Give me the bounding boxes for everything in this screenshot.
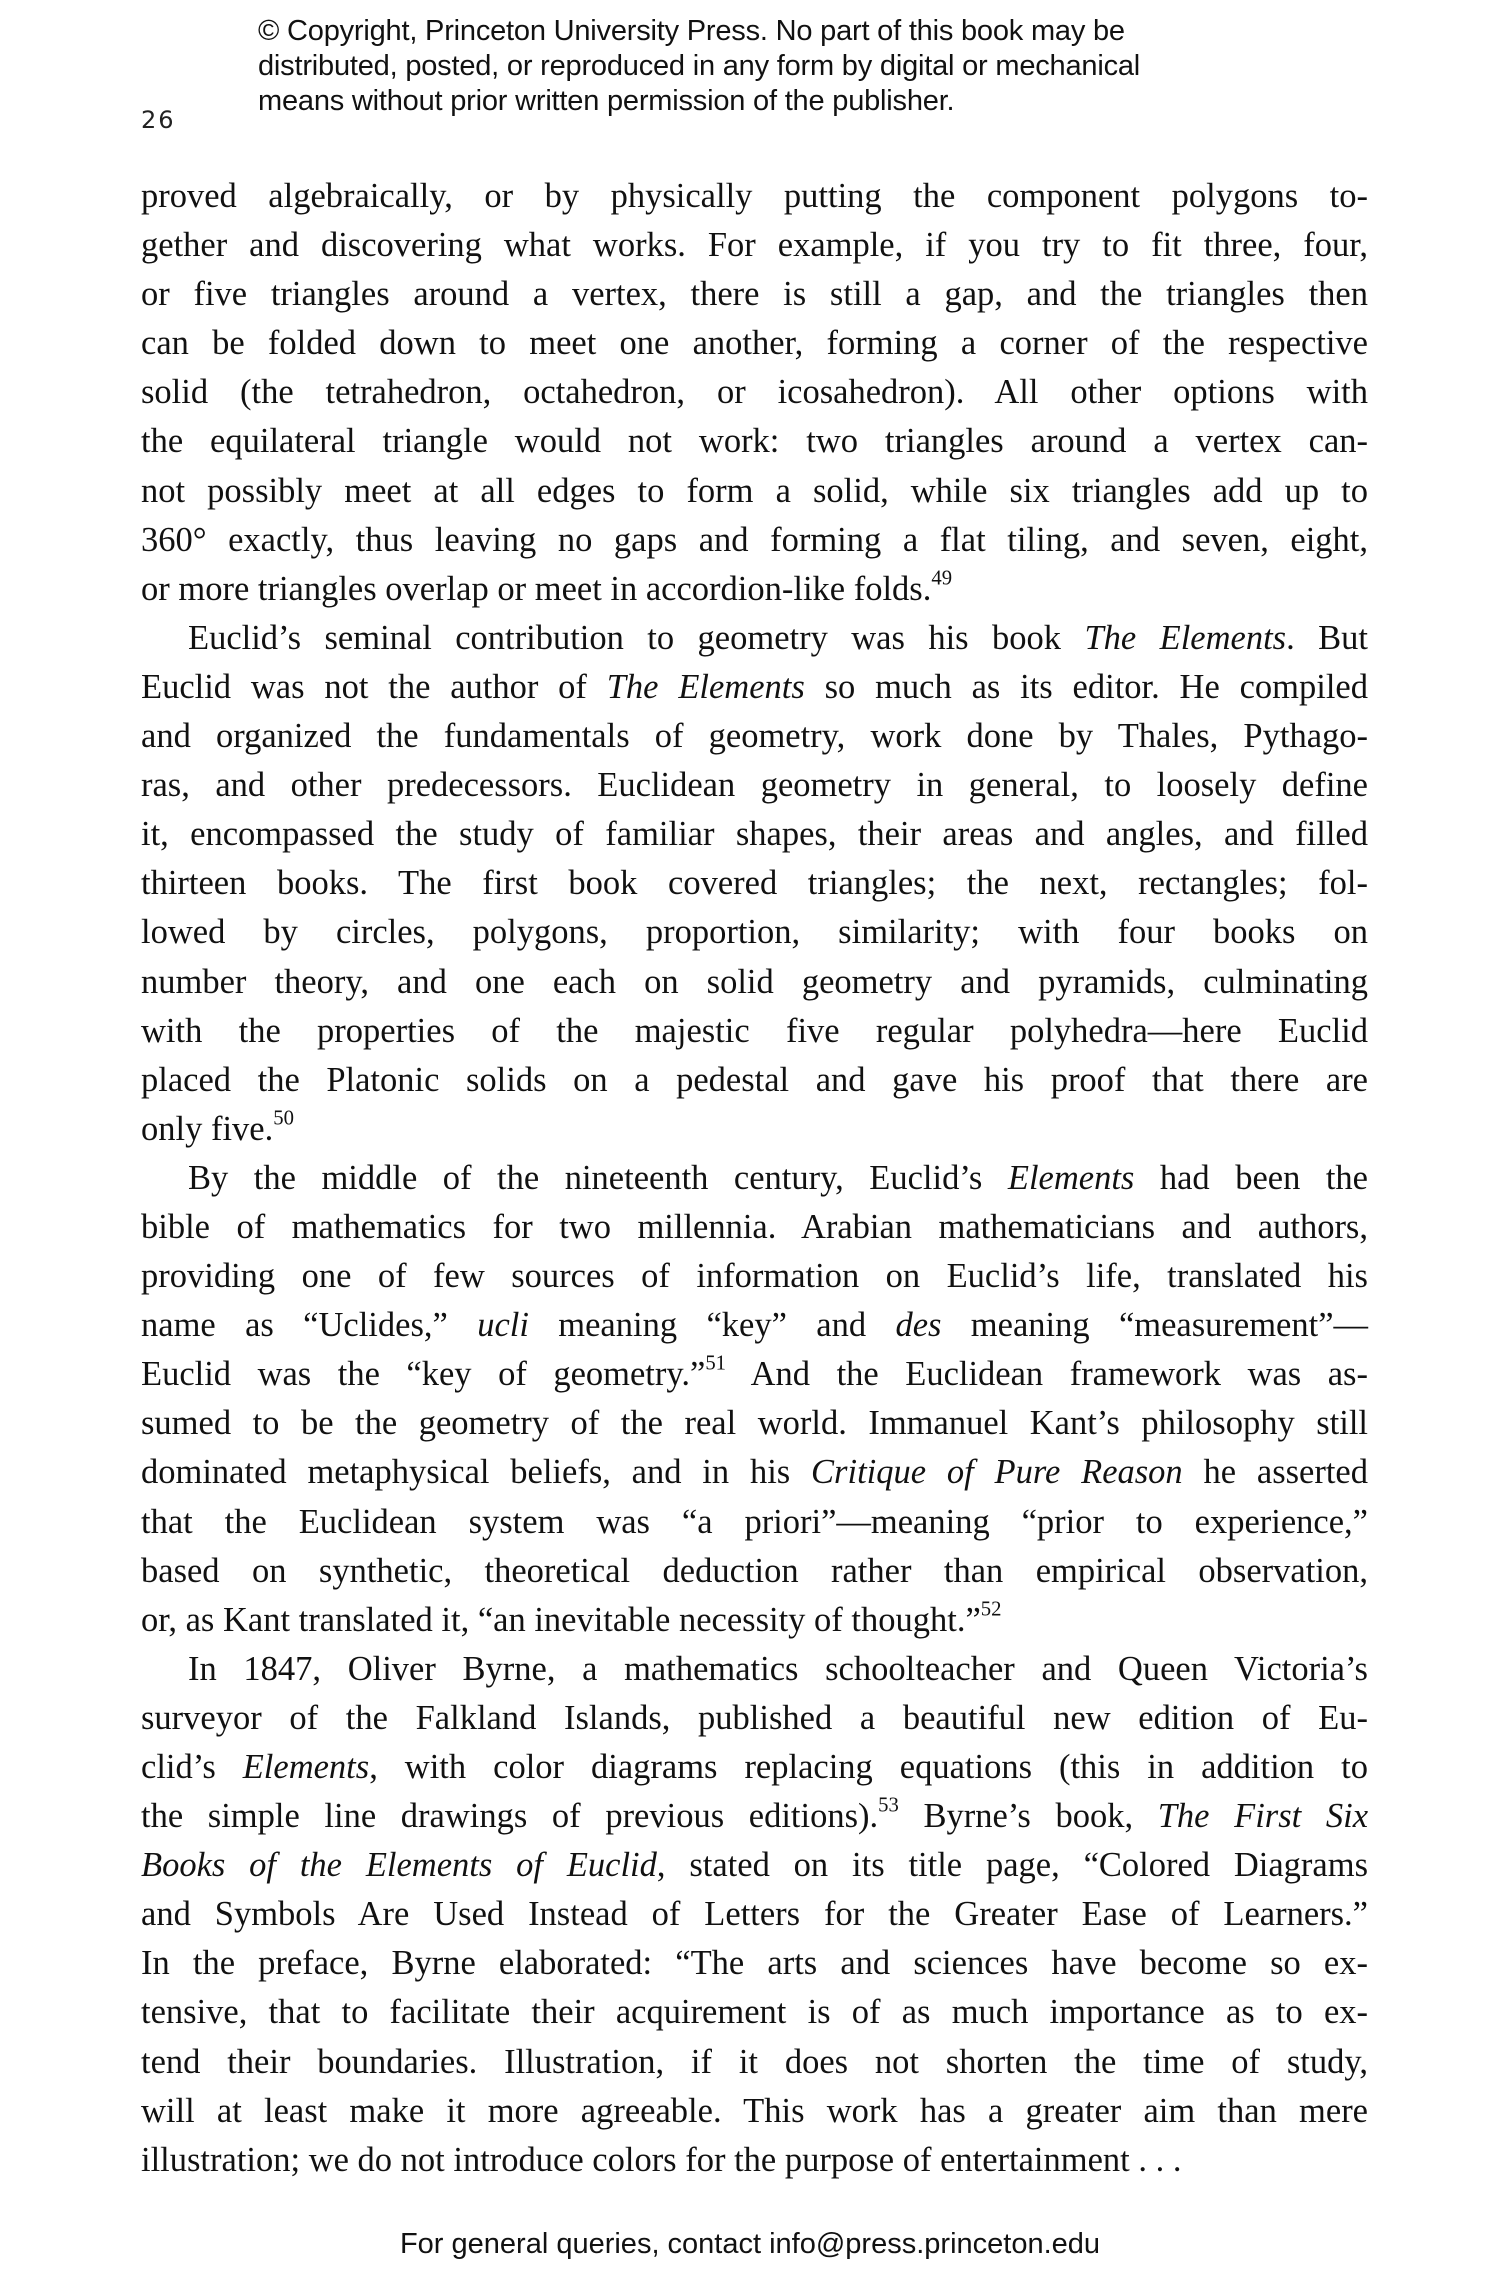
text-line: Books of the Elements of Euclid, stated on its title page, “Colored Diagrams: [141, 1846, 1368, 1885]
text-line: Euclid was the “key of geometry.”$^{51}$ And the Euclidean framework was as-: [141, 1352, 1368, 1394]
text-line: dominated metaphysical beliefs, and in his Critique of Pure Reason he asserted: [141, 1453, 1368, 1492]
text-line: with the properties of the majestic five regular polyhedra—here Euclid: [141, 1011, 1368, 1050]
italic-title: Books of the Elements of Euclid: [141, 1846, 657, 1885]
footnote-ref: 53: [878, 1794, 899, 1817]
text-line: bible of mathematics for two millennia. Arabian mathematicians and authors,: [141, 1207, 1368, 1246]
text-line: will at least make it more agreeable. This work has a greater aim than mere: [141, 2091, 1368, 2130]
paragraph: [141, 1154, 1368, 1645]
copyright-line-2: distributed, posted, or reproduced in any form by digital or mechanical: [258, 50, 1141, 82]
italic-title: Elements: [242, 1748, 370, 1786]
text-line: surveyor of the Falkland Islands, published a beautiful new edition of Eu-: [141, 1698, 1368, 1737]
text-line: In the preface, Byrne elaborated: “The arts and sciences have become so ex-: [141, 1944, 1368, 1983]
copyright-notice: [258, 14, 1140, 119]
text-line: tensive, that to facilitate their acquirement is of as much importance as to ex-: [141, 1993, 1368, 2032]
text-line: By the middle of the nineteenth century, Euclid’s Elements had been the: [188, 1158, 1368, 1197]
text-line: ras, and other predecessors. Euclidean geometry in general, to loosely define: [141, 766, 1368, 805]
text-line: thirteen books. The first book covered triangles; the next, rectangles; fol-: [141, 864, 1368, 903]
text-line: it, encompassed the study of familiar shapes, their areas and angles, and filled: [141, 815, 1368, 854]
paragraph: [141, 614, 1368, 1154]
text-line: and organized the fundamentals of geometry, work done by Thales, Pythago-: [141, 717, 1368, 756]
text-line: only five.$^{50}$: [141, 1107, 294, 1148]
text-line: the simple line drawings of previous editions).$^{53}$ Byrne’s book, The First Six: [141, 1794, 1369, 1836]
italic-title: The First Six: [1157, 1797, 1369, 1836]
italic-title: des: [895, 1306, 942, 1345]
text-line: or, as Kant translated it, “an inevitable necessity of thought.”$^{52}$: [141, 1598, 1002, 1639]
footnote-ref: 50: [273, 1107, 294, 1130]
text-line: tend their boundaries. Illustration, if it does not shorten the time of study,: [141, 2042, 1368, 2081]
italic-title: ucli: [477, 1306, 529, 1345]
text-line: clid’s Elements, with color diagrams replacing equations (this in addition to: [141, 1748, 1368, 1786]
text-line: name as “Uclides,” ucli meaning “key” and des meaning “measurement”—: [141, 1306, 1369, 1345]
text-line: and Symbols Are Used Instead of Letters for the Greater Ease of Learners.”: [141, 1895, 1368, 1934]
text-line: proved algebraically, or by physically putting the component polygons to-: [141, 177, 1368, 215]
text-line: gether and discovering what works. For example, if you try to fit three, four,: [141, 226, 1368, 265]
text-line: illustration; we do not introduce colors for the purpose of entertainment . . .: [141, 2140, 1182, 2179]
text-line: placed the Platonic solids on a pedestal and gave his proof that there are: [141, 1060, 1368, 1099]
text-line: sumed to be the geometry of the real world. Immanuel Kant’s philosophy still: [141, 1404, 1368, 1443]
italic-title: The Elements: [606, 667, 805, 706]
text-line: Euclid was not the author of The Elements so much as its editor. He compiled: [141, 667, 1368, 706]
text-line: 360° exactly, thus leaving no gaps and forming a flat tiling, and seven, eight,: [141, 520, 1368, 559]
body-text: [141, 172, 1368, 2185]
italic-title: The Elements: [1084, 618, 1287, 657]
text-line: that the Euclidean system was “a priori”—meaning “prior to experience,”: [141, 1502, 1368, 1541]
footnote-ref: 51: [705, 1352, 727, 1375]
footer-contact: For general queries, contact info@press.princeton.edu: [399, 2228, 1101, 2260]
italic-title: Elements: [1007, 1158, 1135, 1197]
italic-title: Critique of Pure Reason: [811, 1453, 1183, 1492]
paragraph: [141, 1645, 1368, 2185]
text-line: or five triangles around a vertex, there is still a gap, and the triangles then: [141, 275, 1368, 314]
text-line: number theory, and one each on solid geometry and pyramids, culminating: [141, 962, 1368, 1001]
text-line: solid (the tetrahedron, octahedron, or icosahedron). All other options with: [141, 373, 1368, 412]
text-line: the equilateral triangle would not work: two triangles around a vertex can-: [141, 422, 1368, 461]
text-line: providing one of few sources of information on Euclid’s life, translated his: [141, 1257, 1368, 1296]
footnote-ref: 52: [980, 1598, 1002, 1621]
text-line: or more triangles overlap or meet in accordion-like folds.$^{49}$: [141, 567, 953, 608]
paragraph: [141, 172, 1368, 614]
copyright-line-1: © Copyright, Princeton University Press. No part of this book may be: [258, 15, 1125, 47]
copyright-line-3: means without prior written permission of the publisher.: [258, 85, 955, 117]
text-line: lowed by circles, polygons, proportion, similarity; with four books on: [141, 913, 1368, 952]
text-line: can be folded down to meet one another, forming a corner of the respective: [141, 324, 1368, 363]
text-line: based on synthetic, theoretical deduction rather than empirical observation,: [141, 1551, 1368, 1590]
text-line: Euclid’s seminal contribution to geometry was his book The Elements. But: [188, 618, 1368, 657]
text-line: not possibly meet at all edges to form a solid, while six triangles add up to: [141, 471, 1368, 510]
text-line: In 1847, Oliver Byrne, a mathematics schoolteacher and Queen Victoria’s: [188, 1649, 1368, 1688]
page-number: 26: [141, 106, 176, 134]
footnote-ref: 49: [931, 567, 953, 590]
